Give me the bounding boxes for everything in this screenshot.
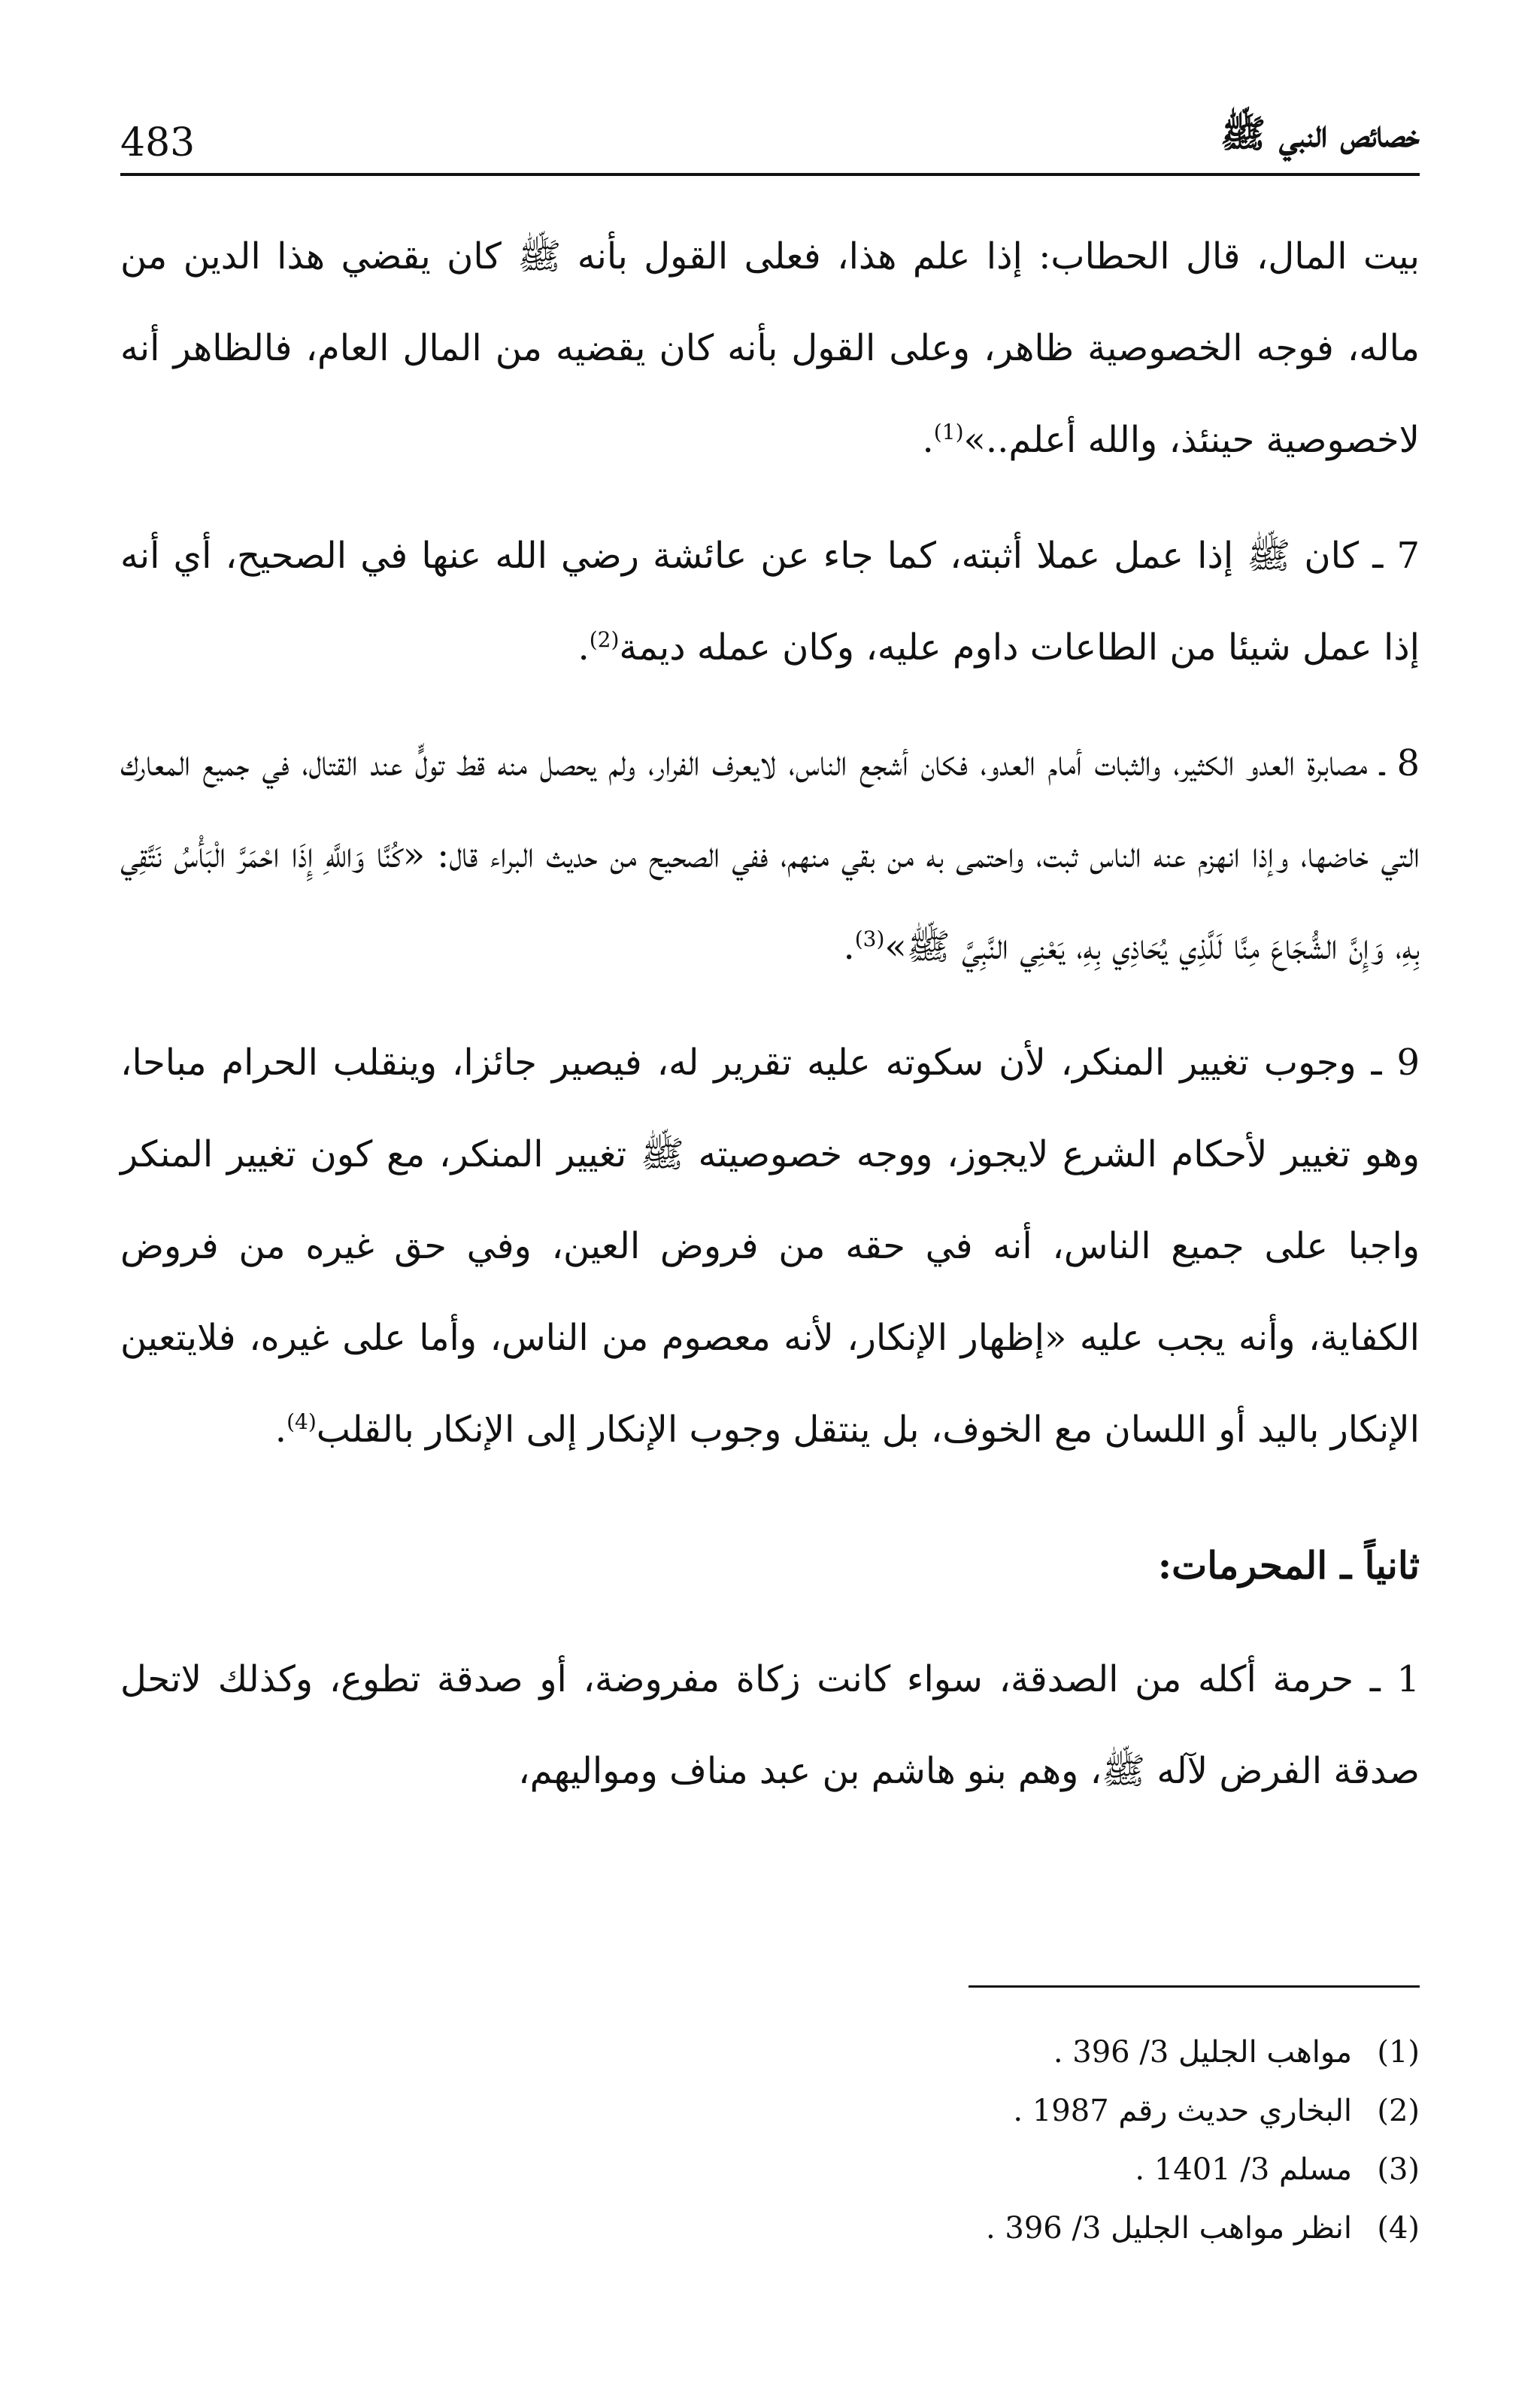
- paragraph-item-8: 8 ـ مصابرة العدو الكثير، والثبات أمام العدو، فكان أشجع الناس، لايعرف الفرار، ولم يحصل منه قط تولٍّ عند القتال، في جميع المعارك التي خاضها، وإذا انهزم عنه الناس ثبت، واحتمى به من بقي منهم، ففي الصحيح من حديث البراء قال: «كُنَّا وَاللَّهِ إِذَا احْمَرَّ الْبَأْسُ نَتَّقِي بِهِ، وَإِنَّ الشُّجَاعَ مِنَّا لَلَّذِي يُحَاذِي بِهِ، يَعْنِي النَّبِيَّ ﷺ»$^{(3)}$.: [120, 742, 1420, 968]
- footnote-ref: (4): [286, 1409, 317, 1434]
- section-heading: ثانياً ـ المحرمات:: [1157, 1543, 1420, 1588]
- paragraph-continuation: بيت المال، قال الحطاب: إذا علم هذا، فعلى القول بأنه ﷺ كان يقضي هذا الدين من ماله، فوجه الخصوصية ظاهر، وعلى القول بأنه كان يقضيه من المال العام، فالظاهر أنه لاخصوصية حينئذ، والله أعلم..»$^{(1)}$.: [120, 235, 1420, 461]
- running-title: خصائص النبي ﷺ: [1220, 111, 1420, 156]
- main-text: [120, 211, 1420, 1841]
- footnote-item: (2)البخاري حديث رقم 1987 .: [1013, 2094, 1420, 2128]
- footnote-ref: (2): [589, 627, 620, 652]
- footnote-rule: [969, 1985, 1420, 1988]
- book-page: [120, 60, 1420, 2354]
- footnotes: [120, 2023, 1420, 2258]
- footnote-ref: (1): [933, 420, 964, 444]
- header-rule: [120, 173, 1420, 176]
- paragraph-item-9: 9 ـ وجوب تغيير المنكر، لأن سكوته عليه تقرير له، فيصير جائزا، وينقلب الحرام مباحا، وهو تغيير لأحكام الشرع لايجوز، ووجه خصوصيته ﷺ تغيير المنكر، مع كون تغيير المنكر واجبا على جميع الناس، أنه في حقه من فروض العين، وفي حق غيره من فروض الكفاية، وأنه يجب عليه «إظهار الإنكار، لأنه معصوم من الناس، وأما على غيره، فلايتعين الإنكار باليد أو اللسان مع الخوف، بل ينتقل وجوب الإنكار إلى الإنكار بالقلب$^{(4)}$.: [120, 1042, 1420, 1451]
- footnote-item: (1)مواهب الجليل 3/ 396 .: [1053, 2035, 1420, 2070]
- footnote-ref: (3): [854, 927, 885, 951]
- footnote-item: (3)مسلم 3/ 1401 .: [1135, 2152, 1420, 2187]
- paragraph-item-7: 7 ـ كان ﷺ إذا عمل عملا أثبته، كما جاء عن عائشة رضي الله عنها في الصحيح، أي أنه إذا عمل شيئا من الطاعات داوم عليه، وكان عمله ديمة$^{(2)}$.: [120, 535, 1420, 669]
- paragraph-prohibitions-1: 1 ـ حرمة أكله من الصدقة، سواء كانت زكاة مفروضة، أو صدقة تطوع، وكذلك لاتحل صدقة الفرض لآله ﷺ، وهم بنو هاشم بن عبد مناف ومواليهم،: [120, 1658, 1420, 1792]
- footnote-item: (4)انظر مواهب الجليل 3/ 396 .: [985, 2211, 1420, 2246]
- page-header: [120, 83, 1420, 165]
- page-number: 483: [120, 120, 196, 165]
